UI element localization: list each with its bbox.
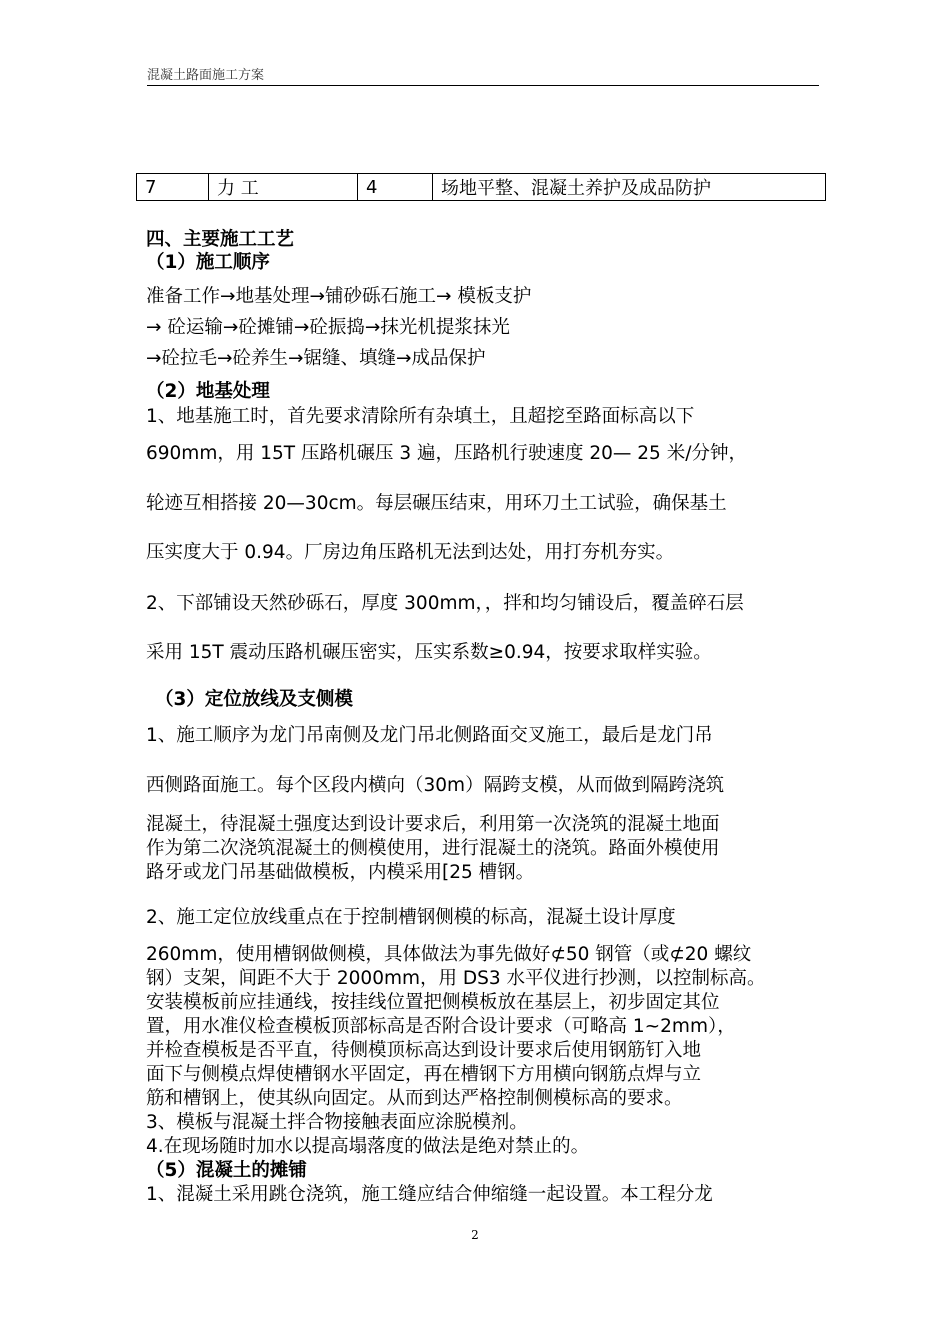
paragraph-line: 4.在现场随时加水以提高塌落度的做法是绝对禁止的。 — [146, 1136, 590, 1157]
paragraph-line: 安装模板前应挂通线，按挂线位置把侧模板放在基层上，初步固定其位 — [146, 992, 720, 1013]
paragraph-line: 钢）支架，间距不大于 2000mm，用 DS3 水平仪进行抄测，以控制标高。 — [146, 968, 766, 989]
table-cell: 力 工 — [209, 174, 358, 201]
table-cell: 7 — [137, 174, 209, 201]
paragraph-line: 1、地基施工时，首先要求清除所有杂填土，且超挖至路面标高以下 — [146, 406, 695, 427]
paragraph-line: 260mm，使用槽钢做侧模，具体做法为事先做好⊄50 钢管（或⊄20 螺纹 — [146, 944, 752, 965]
paragraph-line: 采用 15T 震动压路机碾压密实，压实系数≥0.94，按要求取样实验。 — [146, 642, 712, 663]
paragraph-line: 准备工作→地基处理→铺砂砾石施工→ 模板支护 — [146, 286, 532, 307]
paragraph-line: 1、施工顺序为龙门吊南侧及龙门吊北侧路面交叉施工，最后是龙门吊 — [146, 725, 713, 746]
paragraph-line: 西侧路面施工。每个区段内横向（30m）隔跨支模，从而做到隔跨浇筑 — [146, 775, 725, 796]
paragraph-line: 1、混凝土采用跳仓浇筑，施工缝应结合伸缩缝一起设置。本工程分龙 — [146, 1184, 713, 1205]
paragraph-line: 并检查模板是否平直，待侧模顶标高达到设计要求后使用钢筋钉入地 — [146, 1040, 702, 1061]
paragraph-line: → 砼运输→砼摊铺→砼振捣→抹光机提浆抹光 — [146, 317, 510, 338]
section-title: 四、主要施工工艺 — [146, 229, 295, 250]
page-header: 混凝土路面施工方案 — [147, 64, 819, 86]
paragraph-line: 压实度大于 0.94。厂房边角压路机无法到达处，用打夯机夯实。 — [146, 542, 675, 563]
table-cell: 场地平整、混凝土养护及成品防护 — [433, 174, 826, 201]
subsection-title: （3）定位放线及支侧模 — [155, 689, 353, 710]
subsection-title: （2）地基处理 — [146, 381, 270, 402]
paragraph-line: 2、下部铺设天然砂砾石，厚度 300mm，，拌和均匀铺设后，覆盖碎石层 — [146, 593, 744, 614]
paragraph-line: 作为第二次浇筑混凝土的侧模使用，进行混凝土的浇筑。路面外模使用 — [146, 838, 720, 859]
subsection-title: （5）混凝土的摊铺 — [146, 1160, 307, 1181]
subsection-title: （1）施工顺序 — [146, 252, 270, 273]
paragraph-line: 混凝土，待混凝土强度达到设计要求后，利用第一次浇筑的混凝土地面 — [146, 814, 720, 835]
page-number: 2 — [471, 1228, 479, 1242]
labor-table — [136, 173, 826, 201]
paragraph-line: 3、模板与混凝土拌合物接触表面应涂脱模剂。 — [146, 1112, 528, 1133]
paragraph-line: →砼拉毛→砼养生→锯缝、填缝→成品保护 — [146, 348, 486, 369]
paragraph-line: 面下与侧模点焊使槽钢水平固定，再在槽钢下方用横向钢筋点焊与立 — [146, 1064, 702, 1085]
table-row — [137, 174, 826, 201]
paragraph-line: 置，用水准仪检查模板顶部标高是否附合设计要求（可略高 1~2mm）， — [146, 1016, 736, 1037]
table-cell: 4 — [358, 174, 433, 201]
paragraph-line: 筋和槽钢上，使其纵向固定。从而到达严格控制侧模标高的要求。 — [146, 1088, 683, 1109]
paragraph-line: 2、施工定位放线重点在于控制槽钢侧模的标高，混凝土设计厚度 — [146, 907, 676, 928]
paragraph-line: 690mm，用 15T 压路机碾压 3 遍，压路机行驶速度 20— 25 米/分钟， — [146, 443, 747, 464]
paragraph-line: 路牙或龙门吊基础做模板，内模采用[25 槽钢。 — [146, 862, 535, 883]
paragraph-line: 轮迹互相搭接 20—30cm。每层碾压结束，用环刀土工试验，确保基土 — [146, 493, 727, 514]
